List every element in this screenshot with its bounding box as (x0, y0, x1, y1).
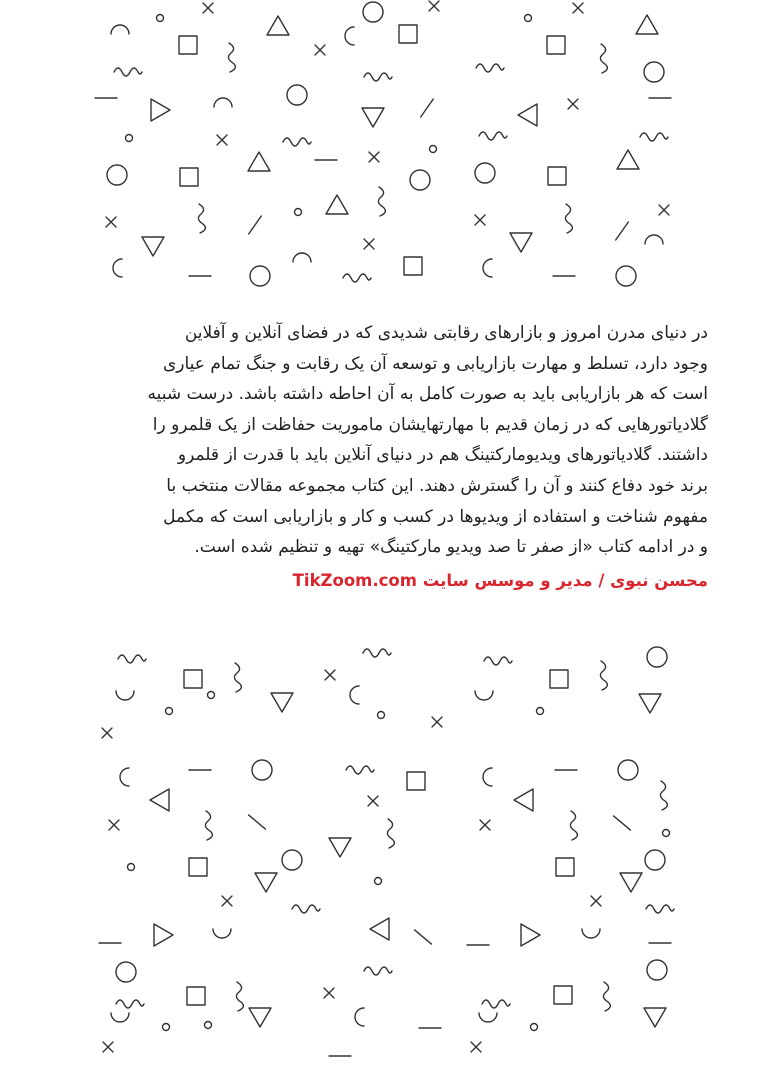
triangle-icon (151, 99, 170, 121)
squiggle-icon (236, 982, 243, 1011)
arc-icon (645, 235, 663, 244)
x-icon (369, 152, 379, 162)
squiggle-icon (364, 967, 392, 975)
author-signature (96, 571, 708, 590)
triangle-icon (271, 693, 293, 712)
triangle-icon (636, 15, 658, 34)
squiggle-icon (600, 44, 607, 73)
triangle-icon (514, 789, 533, 811)
dot-icon (205, 1022, 212, 1029)
dot-icon (537, 708, 544, 715)
circle-icon (647, 960, 667, 980)
paragraph-line: است که هر بازاریابی باید به صورت کامل به آن احاطه داشته باشد. درست شبیه (147, 384, 708, 405)
dot-icon (295, 209, 302, 216)
arc-icon (350, 686, 359, 704)
square-icon (179, 36, 197, 54)
x-icon (222, 896, 232, 906)
x-icon (475, 215, 485, 225)
paragraph-line: برند خود دفاع کنند و آن را گسترش دهند. این کتاب مجموعه مقالات منتخب با (166, 475, 708, 496)
triangle-icon (249, 1008, 271, 1027)
squiggle-icon (603, 982, 610, 1011)
dot-icon (430, 146, 437, 153)
x-icon (368, 796, 378, 806)
geometric-shapes-icon (0, 0, 768, 300)
x-icon (106, 217, 116, 227)
squiggle-icon (565, 204, 572, 233)
arc-icon (345, 27, 354, 45)
squiggle-icon (476, 64, 504, 72)
squiggle-icon (484, 657, 512, 665)
squiggle-icon (387, 819, 394, 848)
arc-icon (479, 1013, 497, 1022)
circle-icon (363, 2, 383, 22)
squiggle-icon (118, 655, 146, 663)
arc-icon (293, 253, 311, 262)
x-icon (432, 717, 442, 727)
website-name: TikZoom.com (292, 570, 417, 590)
decorative-pattern-bottom (0, 635, 768, 1086)
x-icon (325, 670, 335, 680)
squiggle-icon (364, 73, 392, 81)
dot-icon (208, 692, 215, 699)
paragraph-line: در دنیای مدرن امروز و بازارهای رقابتی شدیدی که در فضای آنلاین و آفلاین (184, 323, 708, 343)
circle-icon (410, 170, 430, 190)
squiggle-icon (363, 649, 391, 657)
arc-icon (582, 929, 600, 938)
squiggle-icon (205, 811, 212, 840)
decorative-pattern-top (0, 0, 768, 300)
squiggle-icon (479, 132, 507, 140)
author-name: محسن نبوی / مدیر و موسس سایت (422, 570, 708, 590)
triangle-icon (510, 233, 532, 252)
dot-icon (128, 864, 135, 871)
dot-icon (157, 15, 164, 22)
triangle-icon (329, 838, 351, 857)
x-icon (573, 3, 583, 13)
triangle-icon (518, 104, 537, 126)
x-icon (324, 988, 334, 998)
square-icon (554, 986, 572, 1004)
x-icon (364, 239, 374, 249)
squiggle-icon (482, 1000, 510, 1008)
arc-icon (214, 98, 232, 107)
triangle-icon (255, 873, 277, 892)
arc-icon (111, 25, 129, 34)
triangle-icon (150, 789, 169, 811)
circle-icon (107, 165, 127, 185)
triangle-icon (362, 108, 384, 127)
arc-icon (111, 1013, 129, 1022)
squiggle-icon (346, 766, 374, 774)
squiggle-icon (660, 781, 667, 810)
squiggle-icon (114, 68, 142, 76)
dot-icon (126, 135, 133, 142)
square-icon (187, 987, 205, 1005)
square-icon (404, 257, 422, 275)
x-icon (480, 820, 490, 830)
squiggle-icon (378, 187, 385, 216)
paragraph-line: داشتند. گلادیاتورهای ویدیومارکتینگ هم در دنیای آنلاین باید با قدرت از قلمرو (177, 445, 708, 466)
paragraph-line: گلادیاتورهایی که در زمان قدیم با مهارتهایشان ماموریت حفاظت از یک قلمرو را (152, 414, 708, 435)
squiggle-icon (234, 663, 241, 692)
dot-icon (378, 712, 385, 719)
dot-icon (663, 830, 670, 837)
squiggle-icon (600, 661, 607, 690)
dot-icon (375, 878, 382, 885)
x-icon (315, 45, 325, 55)
x-icon (203, 3, 213, 13)
triangle-icon (248, 152, 270, 171)
dot-icon (525, 15, 532, 22)
dot-icon (531, 1024, 538, 1031)
back-cover-text (96, 318, 708, 590)
arc-icon (483, 259, 492, 277)
triangle-icon (267, 16, 289, 35)
squiggle-icon (198, 204, 205, 233)
square-icon (189, 858, 207, 876)
squiggle-icon (283, 138, 311, 146)
squiggle-icon (116, 1000, 144, 1008)
square-icon (556, 858, 574, 876)
circle-icon (644, 62, 664, 82)
square-icon (399, 25, 417, 43)
dash-icon (614, 816, 631, 830)
circle-icon (618, 760, 638, 780)
arc-icon (213, 929, 231, 938)
x-icon (471, 1042, 481, 1052)
dash-icon (249, 815, 266, 829)
circle-icon (250, 266, 270, 286)
paragraph-line: وجود دارد، تسلط و مهارت بازاریابی و توسعه آن یک رقابت و جنگ تمام عیاری (162, 353, 708, 374)
circle-icon (645, 850, 665, 870)
x-icon (109, 820, 119, 830)
paragraph-line: و در ادامه کتاب «از صفر تا صد ویدیو مارکتینگ» تهیه و تنظیم شده است. (194, 537, 708, 558)
dash-icon (616, 222, 629, 240)
arc-icon (120, 768, 129, 786)
triangle-icon (639, 694, 661, 713)
squiggle-icon (640, 133, 668, 141)
square-icon (180, 168, 198, 186)
x-icon (429, 1, 439, 11)
x-icon (659, 205, 669, 215)
triangle-icon (521, 924, 540, 946)
dash-icon (415, 930, 432, 944)
squiggle-icon (228, 43, 235, 72)
squiggle-icon (292, 905, 320, 913)
x-icon (591, 896, 601, 906)
square-icon (548, 167, 566, 185)
arc-icon (475, 691, 493, 700)
circle-icon (252, 760, 272, 780)
triangle-icon (644, 1008, 666, 1027)
squiggle-icon (343, 274, 371, 282)
x-icon (568, 99, 578, 109)
dash-icon (249, 216, 262, 234)
dash-icon (421, 99, 434, 117)
triangle-icon (326, 195, 348, 214)
circle-icon (475, 163, 495, 183)
dot-icon (163, 1024, 170, 1031)
geometric-shapes-icon (0, 635, 768, 1086)
circle-icon (647, 647, 667, 667)
circle-icon (616, 266, 636, 286)
circle-icon (287, 85, 307, 105)
x-icon (102, 728, 112, 738)
triangle-icon (154, 924, 173, 946)
paragraph-line: مفهوم شناخت و استفاده از ویدیوها در کسب و کار و بازاریابی است که مکمل (163, 506, 708, 527)
x-icon (217, 135, 227, 145)
triangle-icon (370, 918, 389, 940)
square-icon (550, 670, 568, 688)
triangle-icon (620, 873, 642, 892)
triangle-icon (617, 150, 639, 169)
arc-icon (113, 259, 122, 277)
circle-icon (282, 850, 302, 870)
square-icon (407, 772, 425, 790)
triangle-icon (142, 237, 164, 256)
x-icon (103, 1042, 113, 1052)
square-icon (184, 670, 202, 688)
square-icon (547, 36, 565, 54)
circle-icon (116, 962, 136, 982)
arc-icon (483, 768, 492, 786)
arc-icon (355, 1008, 364, 1026)
squiggle-icon (570, 811, 577, 840)
squiggle-icon (646, 905, 674, 913)
arc-icon (116, 691, 134, 700)
dot-icon (166, 708, 173, 715)
